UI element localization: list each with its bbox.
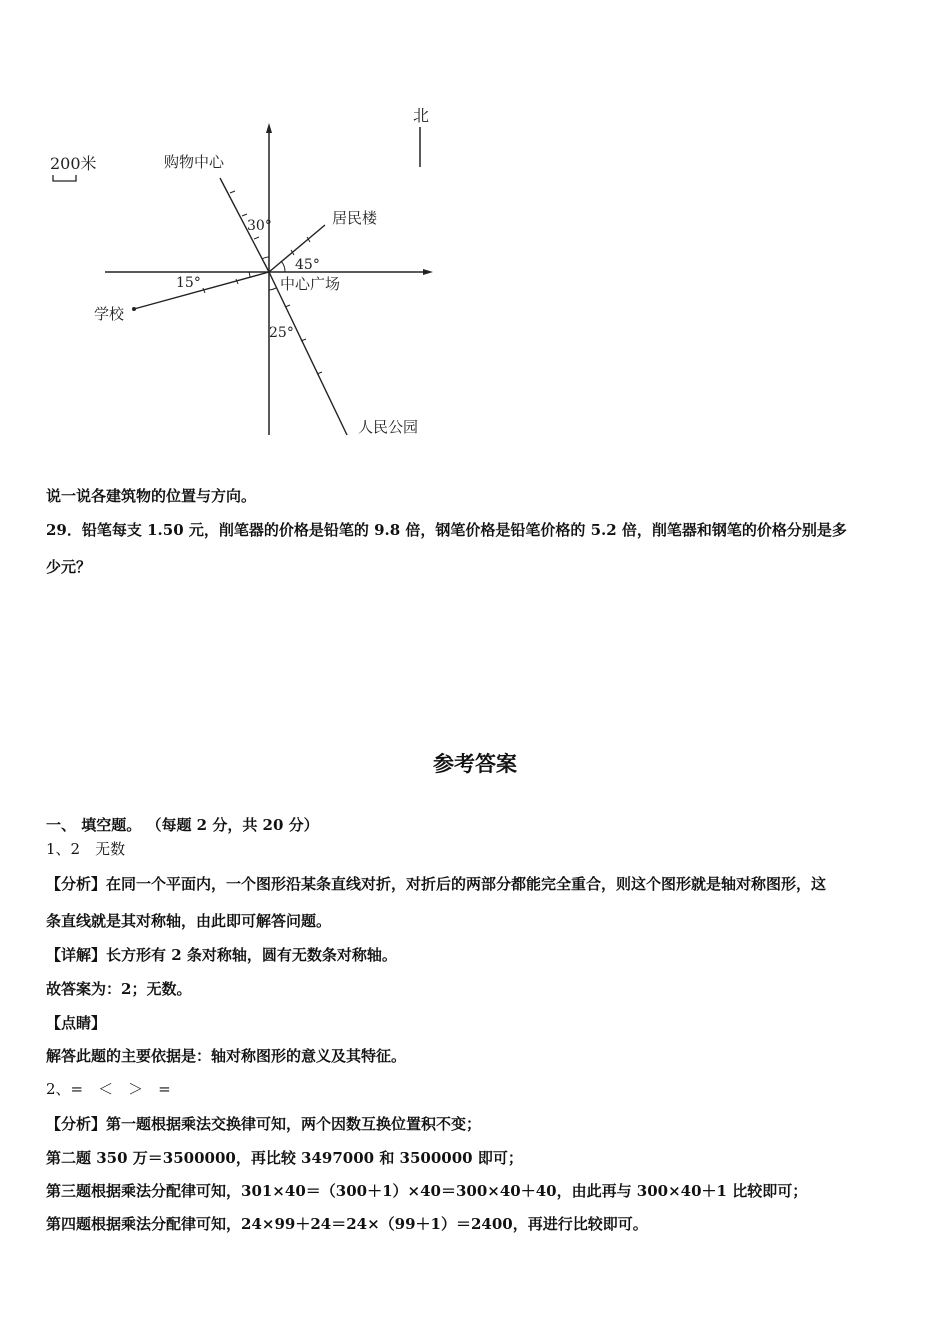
answer-1: 1、2 无数	[46, 840, 126, 858]
scale-label: 200米	[50, 154, 97, 173]
label-shopping-center: 购物中心	[164, 153, 225, 171]
horizontal-axis-arrow	[423, 269, 433, 275]
ray-school	[134, 272, 269, 309]
label-school: 学校	[94, 305, 125, 323]
label-park: 人民公园	[358, 418, 419, 436]
answer-2-analysis-1: 【分析】第一题根据乘法交换律可知，两个因数互换位置积不变；	[46, 1115, 482, 1133]
scale-bar	[53, 175, 76, 181]
q29-line1: 29．铅笔每支 1.50 元，削笔器的价格是铅笔的 9.8 倍，钢笔价格是铅笔价格的 5.2 倍，削笔器和钢笔的价格分别是多	[46, 521, 847, 539]
answer-1-analysis-1: 【分析】在同一个平面内，一个图形沿某条直线对折，对折后的两部分都能完全重合，则这个图形就是轴对称图形，这	[46, 875, 827, 893]
tick	[254, 237, 259, 239]
vertical-axis-arrow	[266, 123, 272, 133]
q28-prompt: 说一说各建筑物的位置与方向。	[46, 487, 257, 505]
answer-1-analysis-2: 条直线就是其对称轴，由此即可解答问题。	[46, 912, 332, 930]
tick	[230, 191, 235, 193]
arc-residential	[281, 261, 285, 272]
answers-title: 参考答案	[433, 752, 517, 776]
north-label: 北	[413, 106, 430, 125]
section-1-heading: 一、 填空题。 （每题 2 分，共 20 分）	[46, 816, 319, 834]
arc-park	[269, 288, 276, 290]
answer-2-analysis-2: 第二题 350 万＝3500000，再比较 3497000 和 3500000 即可；	[46, 1149, 523, 1167]
tick	[242, 214, 247, 216]
answer-1-detail: 【详解】长方形有 2 条对称轴，圆有无数条对称轴。	[46, 946, 397, 964]
angle-park: 25°	[269, 325, 294, 341]
q29-line2: 少元？	[46, 558, 92, 576]
angle-school: 15°	[176, 275, 201, 291]
answer-2-analysis-3: 第三题根据乘法分配律可知，301×40＝（300＋1）×40＝300×40＋40，由此再与 300×40＋1 比较即可；	[46, 1182, 808, 1200]
answer-1-result: 故答案为：2；无数。	[46, 980, 192, 998]
angle-residential: 45°	[295, 257, 320, 273]
ray-park	[269, 272, 347, 435]
answer-2-analysis-4: 第四题根据乘法分配律可知，24×99＋24＝24×（99＋1）＝2400，再进行比较即可。	[46, 1215, 648, 1233]
angle-shopping-center: 30°	[247, 218, 272, 234]
label-central-square: 中心广场	[280, 275, 341, 293]
answer-2: 2、= ＜ ＞ =	[46, 1080, 171, 1098]
answer-1-comment: 解答此题的主要依据是：轴对称图形的意义及其特征。	[46, 1047, 407, 1065]
label-residential: 居民楼	[332, 209, 378, 227]
answer-1-comment-label: 【点睛】	[46, 1014, 107, 1032]
direction-diagram	[40, 95, 460, 455]
arc-shopping-center	[262, 257, 269, 259]
school-point	[132, 307, 136, 311]
